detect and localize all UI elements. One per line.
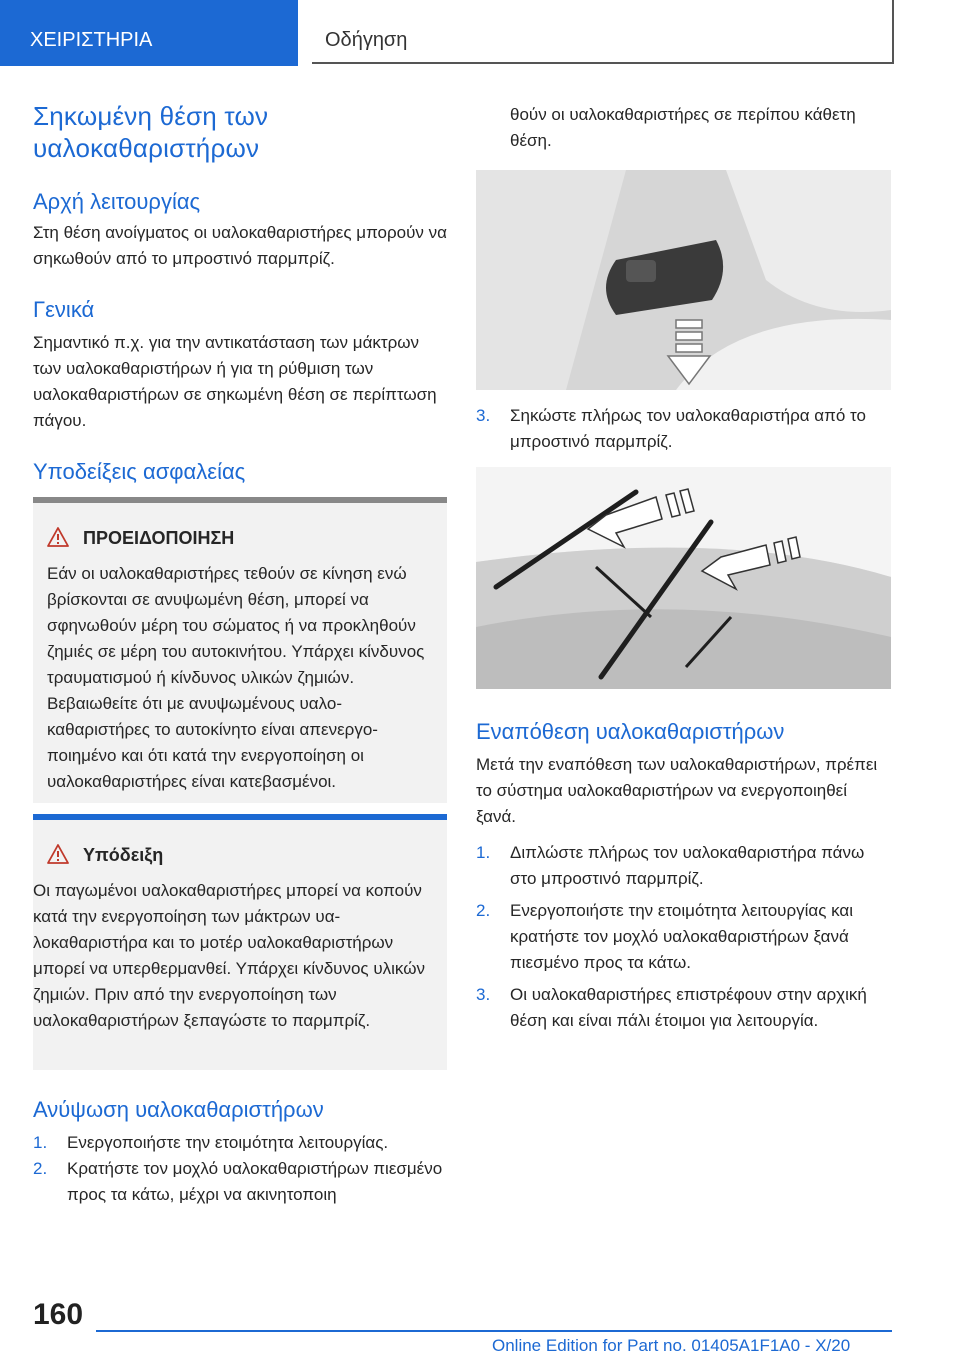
edition-link[interactable]: Online Edition for Part no. 01405A1F1A0 - X/20 xyxy=(492,1336,851,1355)
warning-triangle-icon xyxy=(47,527,69,547)
list-item: 1. Ενεργοποιήστε την ετοιμότητα λειτουργίας. xyxy=(33,1133,389,1152)
warning-triangle-icon xyxy=(47,844,69,864)
heading-principle: Αρχή λειτουργίας xyxy=(33,189,201,214)
wiper-blade-figure xyxy=(476,467,891,689)
warning-text: Εάν οι υαλοκαθαριστήρες τεθούν σε κίνηση ενώ βρίσκονται σε ανυψωμένη θέση, μπορεί να σφηνωθούν μέρη του σώματος ή να προκληθούν ζημιές σε μέρη του αυτοκινήτου. Υπάρχει κίνδυνος τραυματισμού ή κίνδυνος υλικών ζημιών. Βεβαιωθείτε ότι με ανυψωμένους υαλοκαθαριστήρες το αυτοκίνητο είναι απενεργοποιημένο και ότι κατά την ενεργοποίηση οι υαλοκαθαριστήρες είναι κατεβασμένοι. xyxy=(47,564,425,791)
notice-text: Οι παγωμένοι υαλοκαθαριστήρες μπορεί να κοπούν κατά την ενεργοποίηση των μάκτρων υαλοκαθαριστήρα και το μοτέρ υαλοκαθαριστήρων μπορεί να υπερθερμανθεί. Υπάρχει κίνδυνος υλικών ζημιών. Πριν από την ενεργοποίηση των υαλοκαθαριστήρων ξεπαγώστε το παρμπρίζ. xyxy=(33,881,425,1030)
warning-bar xyxy=(33,497,447,503)
wiper-blade-illustration xyxy=(476,467,891,689)
list-item: 3. Οι υαλοκαθαριστήρες επιστρέφουν στην αρχική θέση και είναι πάλι έτοιμοι για λειτουργία. xyxy=(476,985,867,1030)
text-continued: θούν οι υαλοκαθαριστήρες σε περίπου κάθετη θέση. xyxy=(510,105,856,150)
heading-general: Γενικά xyxy=(33,297,95,322)
heading-safety: Υποδείξεις ασφαλείας xyxy=(33,459,246,484)
main-title: Σηκωμένη θέση των υαλοκαθαριστήρων xyxy=(33,101,269,163)
text-lower: Μετά την εναπόθεση των υαλοκαθαριστήρων, πρέπει το σύστημα υαλοκαθαριστήρων να ενεργοποιηθεί ξανά. xyxy=(476,755,878,826)
notice-box xyxy=(33,814,447,1070)
list-item: 2. Ενεργοποιήστε την ετοιμότητα λειτουργίας και κρατήστε τον μοχλό υαλοκαθαριστήρων ξανά πιεσμένο προς τα κάτω. xyxy=(476,901,854,972)
notice-title: Υπόδειξη xyxy=(83,845,164,865)
list-item: 3. Σηκώστε πλήρως τον υαλοκαθαριστήρα από το μπροστινό παρμπρίζ. xyxy=(476,406,866,451)
section-tab xyxy=(0,0,298,66)
list-item: 1. Διπλώστε πλήρως τον υαλοκαθαριστήρα πάνω στο μπροστινό παρμπρίζ. xyxy=(476,843,865,888)
wiper-lever-illustration xyxy=(476,170,891,390)
lower-steps xyxy=(476,840,891,1034)
warning-box xyxy=(33,497,447,803)
raise-step-3 xyxy=(476,403,891,455)
subsection-tab xyxy=(312,0,894,64)
page-header xyxy=(0,0,960,66)
heading-raise: Ανύψωση υαλοκαθαριστήρων xyxy=(33,1097,324,1122)
page-number: 160 xyxy=(33,1298,84,1331)
list-item: 2. Κρατήστε τον μοχλό υαλοκαθαριστήρων πιεσμένο προς τα κάτω, μέχρι να ακινητοποιη xyxy=(33,1159,443,1204)
warning-title: ΠΡΟΕΙΔΟΠΟΙΗΣΗ xyxy=(83,528,235,548)
wiper-lever-figure xyxy=(476,170,891,390)
text-principle: Στη θέση ανοίγματος οι υαλοκαθαριστήρες μπορούν να σηκωθούν από το μπροστινό παρμπρίζ. xyxy=(33,223,447,268)
heading-lower: Εναπόθεση υαλοκαθαριστήρων xyxy=(476,719,785,744)
notice-bar xyxy=(33,814,447,820)
section-label: ΧΕΙΡΙΣΤΗΡΙΑ xyxy=(30,29,153,51)
warning-heading xyxy=(47,527,234,549)
subsection-label: Οδήγηση xyxy=(325,29,408,51)
notice-heading xyxy=(47,844,163,866)
footer-divider xyxy=(96,1330,892,1332)
text-general: Σημαντικό π.χ. για την αντικατάσταση των μάκτρων των υαλοκαθαριστήρων ή για τη ρύθμιση των υαλοκαθαριστήρων σε σηκωμένη θέση σε περίπτωση πάγου. xyxy=(33,333,437,430)
raise-steps xyxy=(33,1130,447,1208)
